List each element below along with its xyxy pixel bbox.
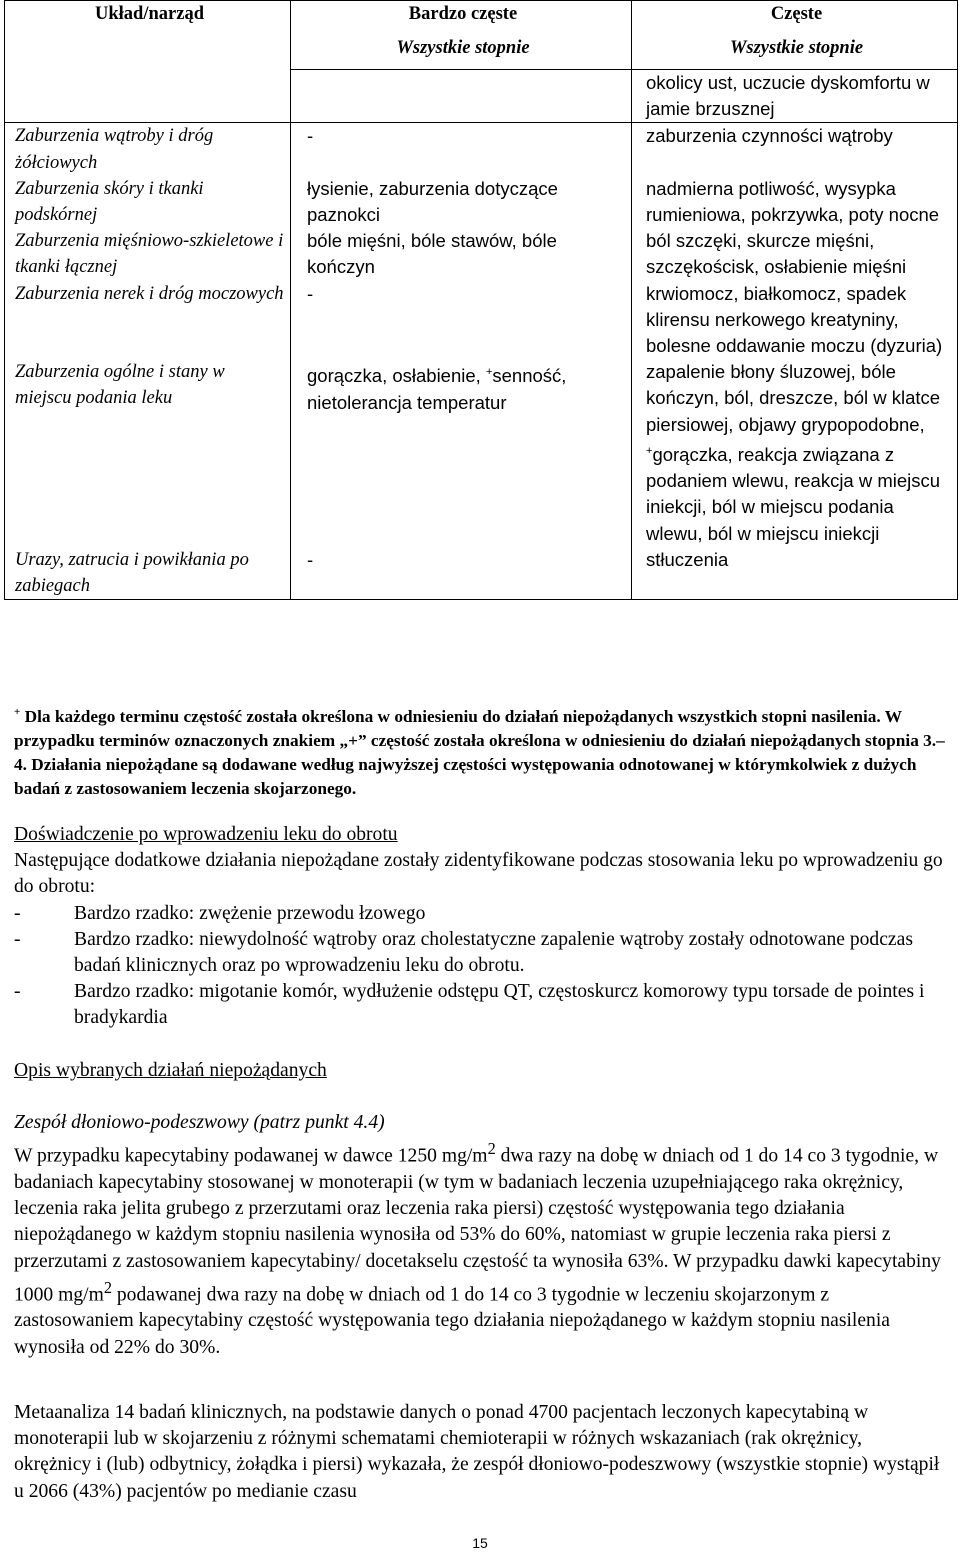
- hand-foot-section: [14, 1110, 944, 1361]
- header-organ-empty: [5, 35, 291, 70]
- table-cell-common: nadmierna potliwość, wysypka rumieniowa, pokrzywka, poty nocne: [632, 176, 958, 228]
- table-cell-very-common: łysienie, zaburzenia dotyczące paznokci: [291, 176, 632, 228]
- table-cell-organ: Zaburzenia mięśniowo-szkieletowe i tkanki łącznej: [5, 228, 291, 280]
- table-row: [5, 281, 958, 360]
- table-cell-organ: [5, 70, 291, 123]
- table-row: [5, 176, 958, 228]
- table-cell-common: ból szczęki, skurcze mięśni, szczękościsk, osłabienie mięśni: [632, 228, 958, 280]
- subheader-very-common-grades: Wszystkie stopnie: [291, 35, 632, 70]
- table-cell-very-common: bóle mięśni, bóle stawów, bóle kończyn: [291, 228, 632, 280]
- plus-mark: +: [485, 366, 493, 379]
- header-very-common: Bardzo częste: [291, 1, 632, 36]
- table-row: [5, 547, 958, 600]
- table-cell-very-common: -: [291, 547, 632, 600]
- list-item: - Bardzo rzadko: zwężenie przewodu łzowego: [14, 902, 426, 924]
- section-intro: Następujące dodatkowe działania niepożądane zostały zidentyfikowane podczas stosowania leku po wprowadzeniu go do obrotu:: [14, 850, 943, 898]
- postmarketing-section: [14, 822, 944, 1032]
- footnote-mark: +: [14, 706, 21, 718]
- paragraph: W przypadku kapecytabiny podawanej w dawce 1250 $mg/m^2$ dwa razy na dobę w dniach od 1 do 14 co 3 tygodnie, w badaniach kapecytabiny stosowanej w monoterapii (w tym w badaniach leczenia uzupełniającego raka okrężnicy, leczenia raka jelita grubego z przerzutami oraz leczenia raka piersi) częstość występowania tego działania niepożądanego w każdym stopniu nasilenia wynosiła od 53% do 60%, natomiast w grupie leczenia raka piersi z przerzutami z zastosowaniem kapecytabiny/ docetakselu częstość ta wynosiła 63%. W przypadku dawki kapecytabiny 1000 $mg/m^2$ podawanej dwa razy na dobę w dniach od 1 do 14 co 3 tygodnie w leczeniu skojarzonym z zastosowaniem kapecytabiny częstość występowania tego działania niepożądanego w każdym stopniu nasilenia wynosiła od 22% do 30%.: [14, 1139, 941, 1358]
- table-cell-common: krwiomocz, białkomocz, spadek klirensu nerkowego kreatyniny, bolesne oddawanie moczu (dyzuria): [632, 281, 958, 360]
- table-row: [5, 359, 958, 547]
- postmarketing-list: [14, 901, 944, 1032]
- table-cell-very-common: gorączka, osłabienie, +senność, nietolerancja temperatur: [291, 359, 632, 547]
- subheader-common-grades: Wszystkie stopnie: [632, 35, 958, 70]
- table-cell-organ: Zaburzenia wątroby i dróg żółciowych: [5, 123, 291, 176]
- table-cell-very-common: [291, 70, 632, 123]
- header-organ-class: Układ/narząd: [5, 1, 291, 36]
- plus-mark: +: [646, 444, 653, 457]
- section-heading: Doświadczenie po wprowadzeniu leku do obrotu: [14, 824, 398, 845]
- header-common: Częste: [632, 1, 958, 36]
- list-item: - Bardzo rzadko: niewydolność wątroby oraz cholestatyczne zapalenie wątroby zostały odnotowane podczas badań klinicznych oraz po wprowadzeniu leku do obrotu.: [14, 928, 913, 977]
- table-footnote: + Dla każdego terminu częstość została określona w odniesieniu do działań niepożądanych wszystkich stopni nasilenia. W przypadku terminów oznaczonych znakiem „+” częstość została określona w odniesieniu do działań niepożądanych stopnia 3.–4. Działania niepożądane są dodawane według najwyższej częstości występowania odnotowanej w którymkolwiek z dużych badań z zastosowaniem leczenia skojarzonego.: [14, 706, 945, 798]
- list-item: - Bardzo rzadko: migotanie komór, wydłużenie odstępu QT, częstoskurcz komorowy typu torsade de pointes i bradykardia: [14, 981, 925, 1029]
- table-cell-common: zaburzenia czynności wątroby: [632, 123, 958, 176]
- table-row: [5, 123, 958, 176]
- subsection-heading: Zespół dłoniowo-podeszwowy (patrz punkt 4.4): [14, 1112, 385, 1133]
- table-cell-organ: Urazy, zatrucia i powikłania po zabiegach: [5, 547, 291, 600]
- table-cell-common: zapalenie błony śluzowej, bóle kończyn, ból, dreszcze, ból w klatce piersiowej, objawy grypopodobne, +gorączka, reakcja związana z podaniem wlewu, reakcja w miejscu iniekcji, ból w miejscu podania wlewu, ból w miejscu iniekcji: [632, 359, 958, 547]
- selected-reactions-heading: Opis wybranych działań niepożądanych: [14, 1060, 327, 1081]
- table-cell-common: stłuczenia: [632, 547, 958, 600]
- adverse-reactions-table: [4, 0, 958, 600]
- metaanalysis-paragraph: Metaanaliza 14 badań klinicznych, na podstawie danych o ponad 4700 pacjentach leczonych kapecytabiną w monoterapii lub w skojarzeniu z różnymi schematami chemioterapii w różnych wskazaniach (rak okrężnicy, okrężnicy i (lub) odbytnicy, żołądka i piersi) wykazała, że zespół dłoniowo-podeszwowy (wszystkie stopnie) wystąpił u 2066 (43%) pacjentów po medianie czasu: [14, 1402, 940, 1502]
- table-row: [5, 228, 958, 280]
- table-cell-very-common: -: [291, 123, 632, 176]
- table-cell-organ: Zaburzenia skóry i tkanki podskórnej: [5, 176, 291, 228]
- page-number: 15: [472, 1535, 488, 1551]
- table-cell-common: okolicy ust, uczucie dyskomfortu w jamie brzusznej: [632, 70, 958, 123]
- table-cell-organ: Zaburzenia nerek i dróg moczowych: [5, 281, 291, 360]
- table-cell-organ: Zaburzenia ogólne i stany w miejscu podania leku: [5, 359, 291, 547]
- table-cell-very-common: -: [291, 281, 632, 360]
